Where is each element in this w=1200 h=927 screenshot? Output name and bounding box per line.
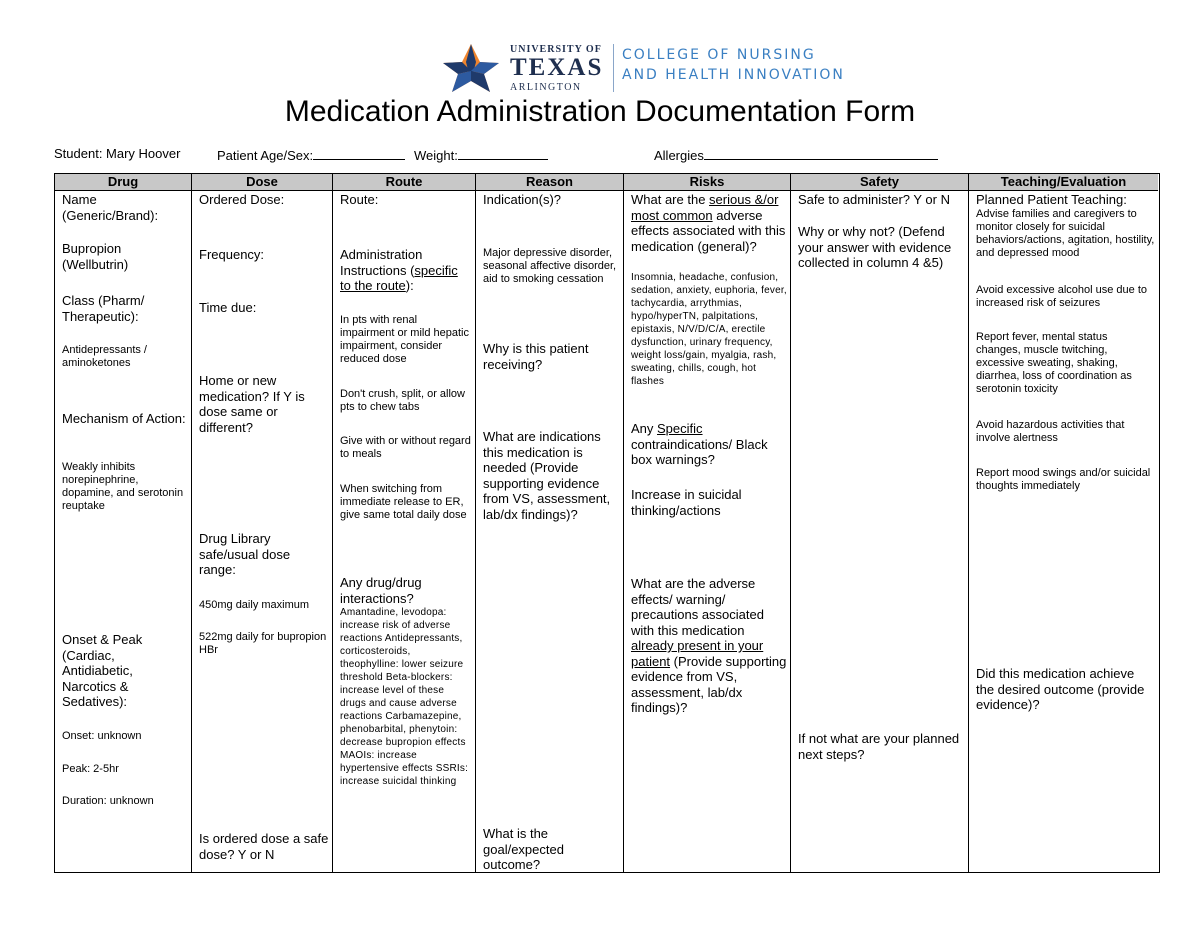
- logo-texas: TEXAS: [510, 54, 604, 81]
- contraindications-label: Any Specific contraindications/ Black box warnings?: [631, 421, 768, 467]
- duration-value[interactable]: Duration: unknown: [62, 795, 154, 807]
- route-label: Route:: [340, 192, 379, 207]
- mechanism-value[interactable]: Weakly inhibits norepinephrine, dopamine, and serotonin reuptake: [62, 461, 184, 512]
- safety-column: [791, 174, 969, 872]
- logo-divider: [613, 44, 614, 92]
- teaching-item[interactable]: Avoid hazardous activities that involve alertness: [976, 419, 1125, 444]
- weight-field[interactable]: Weight:: [414, 146, 548, 163]
- risks-header: Risks: [624, 174, 790, 191]
- mechanism-label: Mechanism of Action:: [62, 411, 186, 426]
- adverse-effects-value[interactable]: Insomnia, headache, confusion, sedation, anxiety, euphoria, fever, tachycardia, arrythmias, hypo/hyperTN, palpitations, epistaxis, N/V/D/C/A, erectile dysfunction, urinary frequency, weight loss/gain, myalgia, rash, sweating, chills, cough, hot flashes: [631, 272, 787, 387]
- dose-header: Dose: [192, 174, 332, 191]
- drug-library-label: Drug Library safe/usual dose range:: [199, 531, 291, 577]
- safe-dose-question: Is ordered dose a safe dose? Y or N: [199, 831, 329, 862]
- adverse-effects-question: What are the serious &/or most common adverse effects associated with this medication (general)?: [631, 192, 786, 254]
- drug-name-value[interactable]: Bupropion (Wellbutrin): [62, 241, 129, 272]
- crush-instruction[interactable]: Don't crush, split, or allow pts to chew tabs: [340, 388, 465, 413]
- teaching-item[interactable]: Report mood swings and/or suicidal thoughts immediately: [976, 467, 1151, 492]
- star-logo-icon: [442, 42, 500, 94]
- next-steps-question: If not what are your planned next steps?: [798, 731, 960, 762]
- medication-form-table: [54, 173, 1160, 873]
- peak-value[interactable]: Peak: 2-5hr: [62, 763, 119, 775]
- frequency-label: Frequency:: [199, 247, 265, 262]
- student-name: Student: Mary Hoover: [54, 146, 181, 161]
- teaching-column: [969, 174, 1158, 872]
- drug-name-label: Name (Generic/Brand):: [62, 192, 159, 223]
- allergies-field[interactable]: Allergies: [654, 146, 938, 163]
- reason-header: Reason: [476, 174, 623, 191]
- interactions-value[interactable]: Amantadine, levodopa: increase risk of adverse reactions Antidepressants, corticosteroids, theophylline: lower seizure threshold Beta-blockers: increase level of these drugs and cause adverse reactions Carbamazepine, phenobarbital, phenytoin: decrease bupropion effects MAOIs: increase hypertensive effects SSRIs: increase suicidal thinking: [340, 607, 469, 787]
- indications-needed-label: What are indications this medication is needed (Provide supporting evidence from VS, assessment, lab/dx findings)?: [483, 429, 611, 522]
- contraindications-value[interactable]: Increase in suicidal thinking/actions: [631, 487, 742, 518]
- switch-instruction[interactable]: When switching from immediate release to ER, give same total daily dose: [340, 483, 467, 521]
- present-adverse-question: What are the adverse effects/ warning/ precautions associated with this medication already present in your patient (Provide supporting evidence from VS, assessment, lab/dx findings)?: [631, 576, 787, 715]
- outcome-question: Did this medication achieve the desired outcome (provide evidence)?: [976, 666, 1145, 712]
- drug-column: [55, 174, 192, 872]
- drug-class-value[interactable]: Antidepressants / aminoketones: [62, 344, 147, 369]
- route-header: Route: [333, 174, 475, 191]
- hbr-dose-value[interactable]: 522mg daily for bupropion HBr: [199, 631, 327, 656]
- interactions-label: Any drug/drug interactions?: [340, 575, 422, 606]
- indication-label: Indication(s)?: [483, 192, 562, 207]
- reason-column: [476, 174, 624, 872]
- planned-teaching-label: Planned Patient Teaching:: [976, 192, 1127, 207]
- why-receiving-label: Why is this patient receiving?: [483, 341, 589, 372]
- uta-logo: [442, 42, 882, 94]
- dose-column: [192, 174, 333, 872]
- logo-college: COLLEGE OF NURSING AND HEALTH INNOVATION: [622, 47, 845, 83]
- age-sex-field[interactable]: Patient Age/Sex:: [217, 146, 405, 163]
- onset-value[interactable]: Onset: unknown: [62, 730, 142, 742]
- logo-arlington: ARLINGTON: [510, 82, 582, 93]
- risks-column: [624, 174, 791, 872]
- teaching-item[interactable]: Advise families and caregivers to monitor closely for suicidal behaviors/actions, agitation, hostility, and depressed mood: [976, 208, 1155, 259]
- safety-header: Safety: [791, 174, 968, 191]
- goal-label: What is the goal/expected outcome?: [483, 826, 564, 872]
- onset-peak-label: Onset & Peak (Cardiac, Antidiabetic, Narcotics & Sedatives):: [62, 632, 143, 709]
- logo-university-of: UNIVERSITY OF: [510, 44, 602, 55]
- admin-instructions-label: Administration Instructions (specific to the route):: [340, 247, 458, 293]
- renal-instruction[interactable]: In pts with renal impairment or mild hepatic impairment, consider reduced dose: [340, 314, 469, 365]
- time-due-label: Time due:: [199, 300, 257, 315]
- max-dose-value[interactable]: 450mg daily maximum: [199, 599, 310, 611]
- home-medication-question: Home or new medication? If Y is dose same or different?: [199, 373, 305, 435]
- teaching-header: Teaching/Evaluation: [969, 174, 1158, 191]
- drug-class-label: Class (Pharm/ Therapeutic):: [62, 293, 145, 324]
- drug-header: Drug: [55, 174, 191, 191]
- meals-instruction[interactable]: Give with or without regard to meals: [340, 435, 471, 460]
- teaching-item[interactable]: Avoid excessive alcohol use due to increased risk of seizures: [976, 284, 1148, 309]
- ordered-dose-label: Ordered Dose:: [199, 192, 285, 207]
- safety-why-question: Why or why not? (Defend your answer with evidence collected in column 4 &5): [798, 224, 952, 270]
- teaching-item[interactable]: Report fever, mental status changes, muscle twitching, excessive sweating, shaking, diarrhea, loss of coordination as serotonin toxicity: [976, 331, 1132, 395]
- indication-value[interactable]: Major depressive disorder, seasonal affective disorder, aid to smoking cessation: [483, 247, 617, 285]
- route-column: [333, 174, 476, 872]
- safe-administer-question: Safe to administer? Y or N: [798, 192, 950, 207]
- page-title: Medication Administration Documentation Form: [284, 95, 916, 128]
